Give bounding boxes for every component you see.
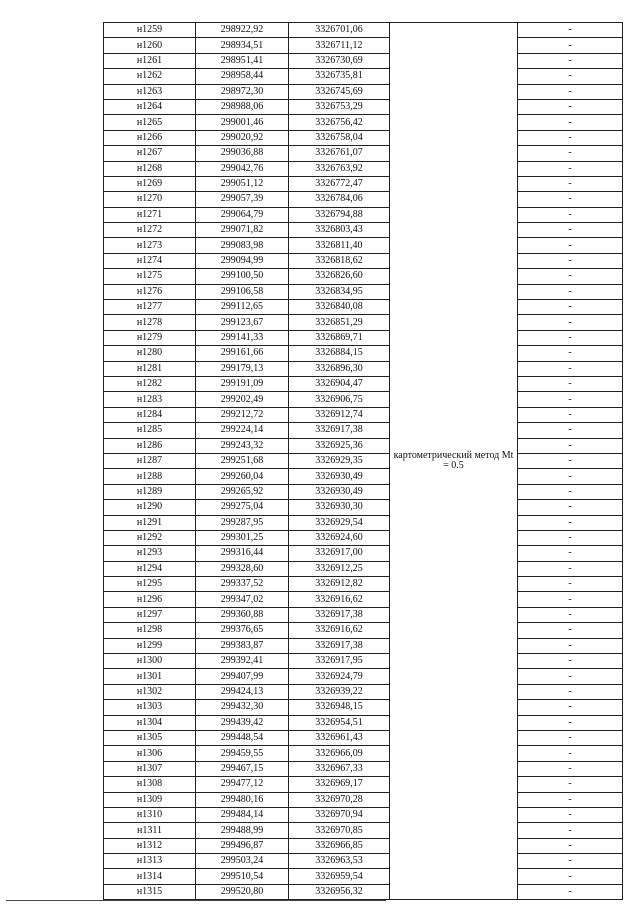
x-coordinate-cell: 299191,09	[196, 376, 289, 391]
point-name-cell: н1270	[104, 192, 196, 207]
point-name-cell: н1264	[104, 99, 196, 114]
y-coordinate-cell: 3326834,95	[289, 284, 390, 299]
accuracy-cell: -	[518, 69, 623, 84]
accuracy-cell: -	[518, 838, 623, 853]
point-name-cell: н1263	[104, 84, 196, 99]
point-name-cell: н1286	[104, 438, 196, 453]
y-coordinate-cell: 3326970,28	[289, 792, 390, 807]
x-coordinate-cell: 299424,13	[196, 684, 289, 699]
accuracy-cell: -	[518, 623, 623, 638]
accuracy-cell: -	[518, 392, 623, 407]
point-name-cell: н1272	[104, 223, 196, 238]
point-name-cell: н1313	[104, 854, 196, 869]
table-row	[104, 438, 623, 453]
y-coordinate-cell: 3326730,69	[289, 53, 390, 68]
x-coordinate-cell: 299360,88	[196, 607, 289, 622]
accuracy-cell: -	[518, 654, 623, 669]
point-name-cell: н1298	[104, 623, 196, 638]
x-coordinate-cell: 299083,98	[196, 238, 289, 253]
x-coordinate-cell: 299057,39	[196, 192, 289, 207]
table-row	[104, 730, 623, 745]
x-coordinate-cell: 299212,72	[196, 407, 289, 422]
accuracy-cell: -	[518, 807, 623, 822]
accuracy-cell: -	[518, 284, 623, 299]
table-row	[104, 500, 623, 515]
table-row	[104, 869, 623, 884]
point-name-cell: н1279	[104, 330, 196, 345]
x-coordinate-cell: 299001,46	[196, 115, 289, 130]
x-coordinate-cell: 299141,33	[196, 330, 289, 345]
table-row	[104, 684, 623, 699]
point-name-cell: н1303	[104, 700, 196, 715]
accuracy-cell: -	[518, 561, 623, 576]
accuracy-cell: -	[518, 730, 623, 745]
accuracy-cell: -	[518, 484, 623, 499]
point-name-cell: н1296	[104, 592, 196, 607]
table-row	[104, 361, 623, 376]
point-name-cell: н1275	[104, 269, 196, 284]
y-coordinate-cell: 3326818,62	[289, 253, 390, 268]
accuracy-cell: -	[518, 746, 623, 761]
accuracy-cell: -	[518, 684, 623, 699]
y-coordinate-cell: 3326772,47	[289, 176, 390, 191]
table-row	[104, 884, 623, 899]
table-row	[104, 592, 623, 607]
accuracy-cell: -	[518, 761, 623, 776]
table-row	[104, 192, 623, 207]
x-coordinate-cell: 298951,41	[196, 53, 289, 68]
point-name-cell: н1302	[104, 684, 196, 699]
accuracy-cell: -	[518, 453, 623, 468]
accuracy-cell: -	[518, 823, 623, 838]
table-row	[104, 269, 623, 284]
accuracy-cell: -	[518, 161, 623, 176]
accuracy-cell: -	[518, 300, 623, 315]
accuracy-cell: -	[518, 438, 623, 453]
accuracy-cell: -	[518, 376, 623, 391]
point-name-cell: н1268	[104, 161, 196, 176]
y-coordinate-cell: 3326912,25	[289, 561, 390, 576]
y-coordinate-cell: 3326930,49	[289, 484, 390, 499]
point-name-cell: н1315	[104, 884, 196, 899]
accuracy-cell: -	[518, 238, 623, 253]
table-row	[104, 38, 623, 53]
table-row	[104, 423, 623, 438]
table-row	[104, 346, 623, 361]
method-label: картометрический метод Mt = 0.5	[393, 450, 514, 472]
point-name-cell: н1265	[104, 115, 196, 130]
accuracy-cell: -	[518, 700, 623, 715]
y-coordinate-cell: 3326896,30	[289, 361, 390, 376]
y-coordinate-cell: 3326851,29	[289, 315, 390, 330]
x-coordinate-cell: 299265,92	[196, 484, 289, 499]
accuracy-cell: -	[518, 638, 623, 653]
point-name-cell: н1305	[104, 730, 196, 745]
y-coordinate-cell: 3326745,69	[289, 84, 390, 99]
y-coordinate-cell: 3326970,85	[289, 823, 390, 838]
table-row	[104, 715, 623, 730]
table-row	[104, 561, 623, 576]
x-coordinate-cell: 299439,42	[196, 715, 289, 730]
point-name-cell: н1260	[104, 38, 196, 53]
x-coordinate-cell: 299042,76	[196, 161, 289, 176]
x-coordinate-cell: 299432,30	[196, 700, 289, 715]
y-coordinate-cell: 3326753,29	[289, 99, 390, 114]
y-coordinate-cell: 3326930,49	[289, 469, 390, 484]
bottom-rule	[6, 900, 386, 901]
y-coordinate-cell: 3326916,62	[289, 592, 390, 607]
x-coordinate-cell: 299347,02	[196, 592, 289, 607]
x-coordinate-cell: 299287,95	[196, 515, 289, 530]
accuracy-cell: -	[518, 577, 623, 592]
y-coordinate-cell: 3326884,15	[289, 346, 390, 361]
x-coordinate-cell: 299260,04	[196, 469, 289, 484]
point-name-cell: н1289	[104, 484, 196, 499]
table-row	[104, 300, 623, 315]
x-coordinate-cell: 299106,58	[196, 284, 289, 299]
accuracy-cell: -	[518, 884, 623, 899]
accuracy-cell: -	[518, 500, 623, 515]
table-row	[104, 99, 623, 114]
point-name-cell: н1290	[104, 500, 196, 515]
point-name-cell: н1301	[104, 669, 196, 684]
table-row	[104, 515, 623, 530]
x-coordinate-cell: 299094,99	[196, 253, 289, 268]
accuracy-cell: -	[518, 192, 623, 207]
accuracy-cell: -	[518, 715, 623, 730]
accuracy-cell: -	[518, 176, 623, 191]
point-name-cell: н1284	[104, 407, 196, 422]
y-coordinate-cell: 3326930,30	[289, 500, 390, 515]
table-row	[104, 130, 623, 145]
x-coordinate-cell: 299251,68	[196, 453, 289, 468]
x-coordinate-cell: 299510,54	[196, 869, 289, 884]
x-coordinate-cell: 299161,66	[196, 346, 289, 361]
x-coordinate-cell: 299480,16	[196, 792, 289, 807]
x-coordinate-cell: 299467,15	[196, 761, 289, 776]
y-coordinate-cell: 3326869,71	[289, 330, 390, 345]
x-coordinate-cell: 298922,92	[196, 23, 289, 38]
point-name-cell: н1294	[104, 561, 196, 576]
x-coordinate-cell: 299275,04	[196, 500, 289, 515]
x-coordinate-cell: 299051,12	[196, 176, 289, 191]
accuracy-cell: -	[518, 115, 623, 130]
table-row	[104, 207, 623, 222]
accuracy-cell: -	[518, 530, 623, 545]
x-coordinate-cell: 299020,92	[196, 130, 289, 145]
point-name-cell: н1300	[104, 654, 196, 669]
accuracy-cell: -	[518, 669, 623, 684]
table-row	[104, 407, 623, 422]
point-name-cell: н1304	[104, 715, 196, 730]
table-row	[104, 330, 623, 345]
point-name-cell: н1295	[104, 577, 196, 592]
y-coordinate-cell: 3326929,35	[289, 453, 390, 468]
point-name-cell: н1291	[104, 515, 196, 530]
x-coordinate-cell: 298958,44	[196, 69, 289, 84]
accuracy-cell: -	[518, 253, 623, 268]
x-coordinate-cell: 299503,24	[196, 854, 289, 869]
y-coordinate-cell: 3326758,04	[289, 130, 390, 145]
y-coordinate-cell: 3326794,88	[289, 207, 390, 222]
y-coordinate-cell: 3326961,43	[289, 730, 390, 745]
y-coordinate-cell: 3326970,94	[289, 807, 390, 822]
x-coordinate-cell: 298972,30	[196, 84, 289, 99]
point-name-cell: н1261	[104, 53, 196, 68]
accuracy-cell: -	[518, 592, 623, 607]
point-name-cell: н1276	[104, 284, 196, 299]
x-coordinate-cell: 299301,25	[196, 530, 289, 545]
point-name-cell: н1306	[104, 746, 196, 761]
accuracy-cell: -	[518, 346, 623, 361]
y-coordinate-cell: 3326956,32	[289, 884, 390, 899]
y-coordinate-cell: 3326924,60	[289, 530, 390, 545]
point-name-cell: н1282	[104, 376, 196, 391]
x-coordinate-cell: 299100,50	[196, 269, 289, 284]
point-name-cell: н1271	[104, 207, 196, 222]
table-row	[104, 392, 623, 407]
table-row	[104, 238, 623, 253]
point-name-cell: н1259	[104, 23, 196, 38]
point-name-cell: н1273	[104, 238, 196, 253]
point-name-cell: н1311	[104, 823, 196, 838]
table-row	[104, 530, 623, 545]
point-name-cell: н1293	[104, 546, 196, 561]
point-name-cell: н1274	[104, 253, 196, 268]
y-coordinate-cell: 3326917,00	[289, 546, 390, 561]
accuracy-cell: -	[518, 361, 623, 376]
table-row	[104, 484, 623, 499]
point-name-cell: н1288	[104, 469, 196, 484]
table-row	[104, 577, 623, 592]
table-row	[104, 53, 623, 68]
accuracy-cell: -	[518, 207, 623, 222]
table-row	[104, 453, 623, 468]
x-coordinate-cell: 299459,55	[196, 746, 289, 761]
y-coordinate-cell: 3326761,07	[289, 146, 390, 161]
accuracy-cell: -	[518, 546, 623, 561]
point-name-cell: н1297	[104, 607, 196, 622]
point-name-cell: н1266	[104, 130, 196, 145]
y-coordinate-cell: 3326826,60	[289, 269, 390, 284]
table-row	[104, 161, 623, 176]
table-row	[104, 115, 623, 130]
point-name-cell: н1269	[104, 176, 196, 191]
y-coordinate-cell: 3326840,08	[289, 300, 390, 315]
table-row	[104, 284, 623, 299]
point-name-cell: н1287	[104, 453, 196, 468]
accuracy-cell: -	[518, 23, 623, 38]
x-coordinate-cell: 299112,65	[196, 300, 289, 315]
table-row	[104, 746, 623, 761]
y-coordinate-cell: 3326917,38	[289, 638, 390, 653]
point-name-cell: н1281	[104, 361, 196, 376]
accuracy-cell: -	[518, 38, 623, 53]
table-row	[104, 546, 623, 561]
x-coordinate-cell: 299477,12	[196, 777, 289, 792]
y-coordinate-cell: 3326917,95	[289, 654, 390, 669]
x-coordinate-cell: 299407,99	[196, 669, 289, 684]
table-row	[104, 84, 623, 99]
table-row	[104, 23, 623, 38]
y-coordinate-cell: 3326912,74	[289, 407, 390, 422]
table-row	[104, 823, 623, 838]
point-name-cell: н1299	[104, 638, 196, 653]
y-coordinate-cell: 3326735,81	[289, 69, 390, 84]
x-coordinate-cell: 299337,52	[196, 577, 289, 592]
x-coordinate-cell: 299123,67	[196, 315, 289, 330]
accuracy-cell: -	[518, 407, 623, 422]
x-coordinate-cell: 299328,60	[196, 561, 289, 576]
point-name-cell: н1283	[104, 392, 196, 407]
y-coordinate-cell: 3326948,15	[289, 700, 390, 715]
accuracy-cell: -	[518, 869, 623, 884]
point-name-cell: н1308	[104, 777, 196, 792]
accuracy-cell: -	[518, 130, 623, 145]
accuracy-cell: -	[518, 854, 623, 869]
y-coordinate-cell: 3326803,43	[289, 223, 390, 238]
accuracy-cell: -	[518, 423, 623, 438]
x-coordinate-cell: 299484,14	[196, 807, 289, 822]
table-row	[104, 761, 623, 776]
table-row	[104, 223, 623, 238]
y-coordinate-cell: 3326701,06	[289, 23, 390, 38]
y-coordinate-cell: 3326929,54	[289, 515, 390, 530]
method-cell	[390, 23, 518, 900]
x-coordinate-cell: 299224,14	[196, 423, 289, 438]
accuracy-cell: -	[518, 315, 623, 330]
accuracy-cell: -	[518, 53, 623, 68]
table-row	[104, 807, 623, 822]
x-coordinate-cell: 299383,87	[196, 638, 289, 653]
point-name-cell: н1314	[104, 869, 196, 884]
x-coordinate-cell: 299071,82	[196, 223, 289, 238]
x-coordinate-cell: 299179,13	[196, 361, 289, 376]
y-coordinate-cell: 3326924,79	[289, 669, 390, 684]
table-row	[104, 838, 623, 853]
y-coordinate-cell: 3326811,40	[289, 238, 390, 253]
point-name-cell: н1277	[104, 300, 196, 315]
accuracy-cell: -	[518, 777, 623, 792]
table-row	[104, 376, 623, 391]
y-coordinate-cell: 3326966,09	[289, 746, 390, 761]
y-coordinate-cell: 3326917,38	[289, 607, 390, 622]
x-coordinate-cell: 299488,99	[196, 823, 289, 838]
x-coordinate-cell: 299202,49	[196, 392, 289, 407]
point-name-cell: н1310	[104, 807, 196, 822]
x-coordinate-cell: 299243,32	[196, 438, 289, 453]
table-row	[104, 700, 623, 715]
y-coordinate-cell: 3326906,75	[289, 392, 390, 407]
table-row	[104, 469, 623, 484]
x-coordinate-cell: 299064,79	[196, 207, 289, 222]
y-coordinate-cell: 3326763,92	[289, 161, 390, 176]
point-name-cell: н1312	[104, 838, 196, 853]
x-coordinate-cell: 299316,44	[196, 546, 289, 561]
y-coordinate-cell: 3326959,54	[289, 869, 390, 884]
table-row	[104, 792, 623, 807]
accuracy-cell: -	[518, 607, 623, 622]
point-name-cell: н1262	[104, 69, 196, 84]
table-row	[104, 146, 623, 161]
table-row	[104, 638, 623, 653]
accuracy-cell: -	[518, 84, 623, 99]
x-coordinate-cell: 299496,87	[196, 838, 289, 853]
y-coordinate-cell: 3326969,17	[289, 777, 390, 792]
x-coordinate-cell: 299036,88	[196, 146, 289, 161]
y-coordinate-cell: 3326912,82	[289, 577, 390, 592]
x-coordinate-cell: 299448,54	[196, 730, 289, 745]
table-row	[104, 654, 623, 669]
table-row	[104, 669, 623, 684]
accuracy-cell: -	[518, 99, 623, 114]
accuracy-cell: -	[518, 792, 623, 807]
coordinates-table-body	[104, 23, 623, 900]
point-name-cell: н1267	[104, 146, 196, 161]
y-coordinate-cell: 3326784,06	[289, 192, 390, 207]
y-coordinate-cell: 3326963,53	[289, 854, 390, 869]
x-coordinate-cell: 298934,51	[196, 38, 289, 53]
accuracy-cell: -	[518, 515, 623, 530]
accuracy-cell: -	[518, 146, 623, 161]
table-row	[104, 777, 623, 792]
coordinates-table	[103, 22, 623, 900]
table-row	[104, 253, 623, 268]
accuracy-cell: -	[518, 223, 623, 238]
accuracy-cell: -	[518, 469, 623, 484]
y-coordinate-cell: 3326917,38	[289, 423, 390, 438]
point-name-cell: н1280	[104, 346, 196, 361]
y-coordinate-cell: 3326916,62	[289, 623, 390, 638]
accuracy-cell: -	[518, 330, 623, 345]
accuracy-cell: -	[518, 269, 623, 284]
x-coordinate-cell: 298988,06	[196, 99, 289, 114]
table-row	[104, 623, 623, 638]
point-name-cell: н1307	[104, 761, 196, 776]
x-coordinate-cell: 299520,80	[196, 884, 289, 899]
point-name-cell: н1278	[104, 315, 196, 330]
table-row	[104, 607, 623, 622]
table-row	[104, 69, 623, 84]
y-coordinate-cell: 3326925,36	[289, 438, 390, 453]
y-coordinate-cell: 3326954,51	[289, 715, 390, 730]
point-name-cell: н1285	[104, 423, 196, 438]
y-coordinate-cell: 3326966,85	[289, 838, 390, 853]
table-row	[104, 854, 623, 869]
y-coordinate-cell: 3326711,12	[289, 38, 390, 53]
point-name-cell: н1309	[104, 792, 196, 807]
y-coordinate-cell: 3326904,47	[289, 376, 390, 391]
table-row	[104, 315, 623, 330]
x-coordinate-cell: 299376,65	[196, 623, 289, 638]
table-row	[104, 176, 623, 191]
y-coordinate-cell: 3326939,22	[289, 684, 390, 699]
point-name-cell: н1292	[104, 530, 196, 545]
y-coordinate-cell: 3326756,42	[289, 115, 390, 130]
x-coordinate-cell: 299392,41	[196, 654, 289, 669]
y-coordinate-cell: 3326967,33	[289, 761, 390, 776]
